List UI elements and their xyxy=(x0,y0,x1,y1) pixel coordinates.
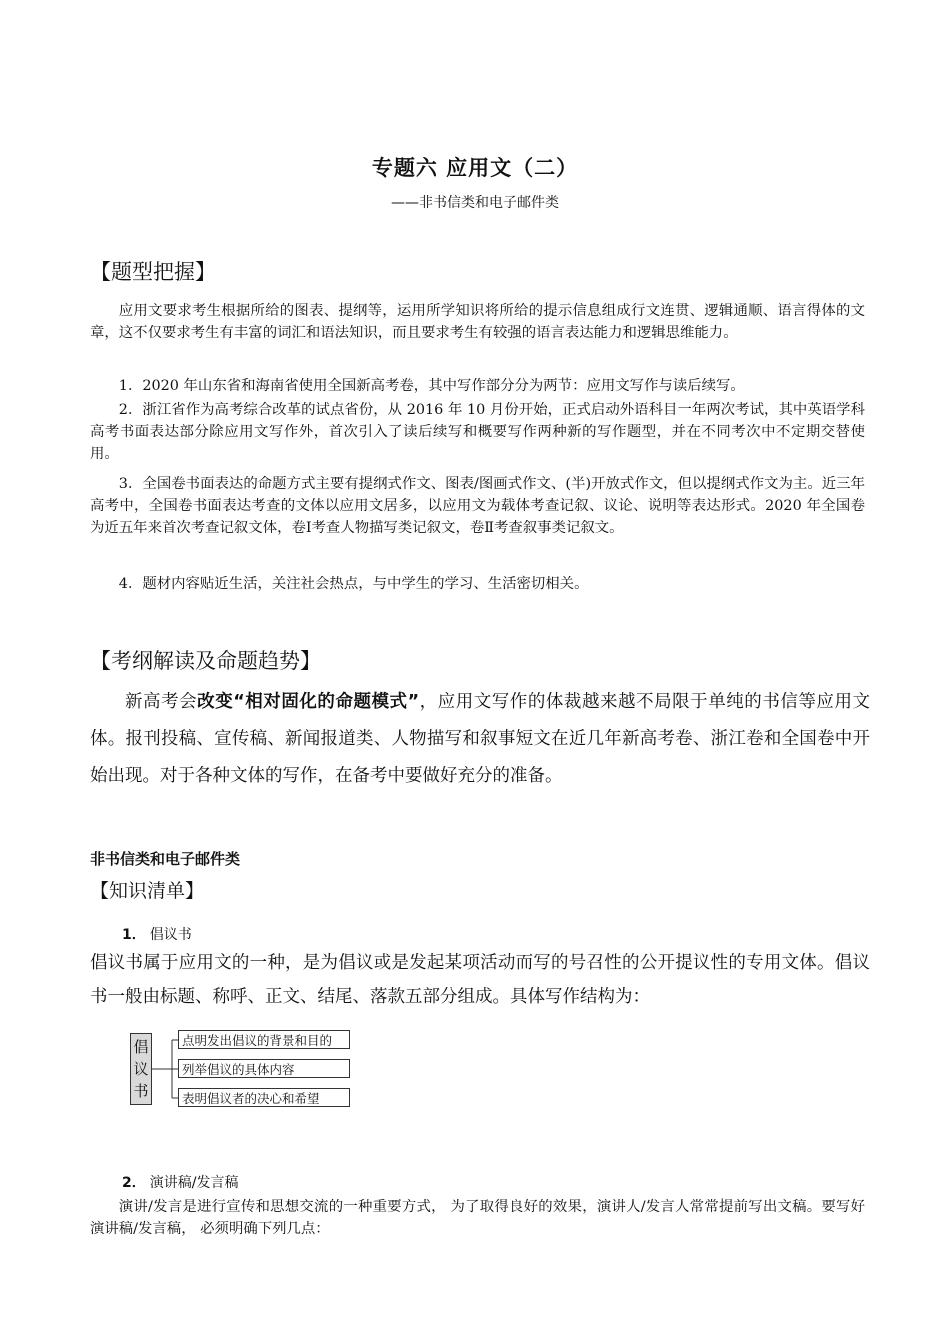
diagram-leaf-content: 列举倡议的具体内容 xyxy=(178,1059,350,1078)
point-3-paragraph: 3．全国卷书面表达的命题方式主要有提纲式作文、图表/图画式作文、(半)开放式作文，但以提纲式作文为主。近三年高考中，全国卷书面表达考查的文体以应用文居多，以应用文为载体考查记叙、议论、说明等表达形式。2020 年全国卷为近五年来首次考查记叙文体，卷Ⅰ考查人物描写类记叙文，卷Ⅱ考查叙事类记叙文。 xyxy=(90,476,865,536)
item-1-number: 1． xyxy=(122,927,146,943)
point-4-paragraph: 4．题材内容贴近生活，关注社会热点，与中学生的学习、生活密切相关。 xyxy=(118,576,589,592)
diagram-root-box xyxy=(130,1033,152,1105)
trend-paragraph xyxy=(90,684,870,795)
intro-paragraph: 应用文要求考生根据所给的图表、提纲等，运用所学知识将所给的提示信息组成行文连贯、逻辑通顺、语言得体的文章，这不仅要求考生有丰富的词汇和语法知识，而且要求考生有较强的语言表达能力和逻辑思维能力。 xyxy=(90,303,865,341)
category-heading: 非书信类和电子邮件类 xyxy=(90,850,241,868)
trend-rest-text: ，应用文写作的体裁越来越不局限于单纯的书信等应用文体。报刊投稿、宣传稿、新闻报道类、人物描写和叙事短文在近几年新高考卷、浙江卷和全国卷中开始出现。对于各种文体的写作，在备考中要做好充分的准备。 xyxy=(90,692,870,786)
item-1-title: 倡议书 xyxy=(149,927,192,943)
item-1-heading xyxy=(122,924,192,944)
section-heading-syllabus-trend: 【考纲解读及命题趋势】 xyxy=(90,649,321,673)
diagram-root-char: 议 xyxy=(133,1060,149,1078)
point-2-paragraph: 2．浙江省作为高考综合改革的试点省份，从 2016 年 10 月份开始，正式启动外语科目一年两次考试，其中英语学科高考书面表达部分除应用文写作外，首次引入了读后续写和概要写作两种新的写作题型，并在不同考次中不定期交替使用。 xyxy=(90,402,865,462)
item-2-number: 2． xyxy=(122,1175,146,1191)
item-1-text: 倡议书属于应用文的一种，是为倡议或是发起某项活动而写的号召性的公开提议性的专用文体。倡议书一般由标题、称呼、正文、结尾、落款五部分组成。具体写作结构为： xyxy=(90,953,870,1007)
section-heading-knowledge-list: 【知识清单】 xyxy=(90,880,205,902)
item-2-heading xyxy=(122,1172,238,1192)
item-2-text: 演讲/发言是进行宣传和思想交流的一种重要方式， 为了取得良好的效果，演讲人/发言人常常提前写出文稿。要写好演讲稿/发言稿， 必须明确下列几点： xyxy=(90,1199,865,1237)
page-subtitle: ——非书信类和电子邮件类 xyxy=(391,195,559,211)
item-2-title: 演讲稿/发言稿 xyxy=(149,1175,239,1191)
page-title: 专题六 应用文（二） xyxy=(371,156,579,180)
diagram-leaf-background: 点明发出倡议的背景和目的 xyxy=(178,1030,350,1049)
diagram-root-char: 倡 xyxy=(133,1038,149,1056)
trend-lead-text: 新高考会 xyxy=(125,692,198,712)
diagram-leaf-resolution: 表明倡议者的决心和希望 xyxy=(178,1088,350,1107)
proposal-structure-diagram xyxy=(130,1027,360,1113)
section-heading-question-type: 【题型把握】 xyxy=(90,260,216,284)
diagram-root-char: 书 xyxy=(133,1082,149,1100)
point-1-paragraph: 1．2020 年山东省和海南省使用全国新高考卷，其中写作部分分为两节：应用文写作与读后续写。 xyxy=(118,378,745,394)
trend-emphasis-text: 改变“相对固化的命题模式” xyxy=(197,692,420,712)
